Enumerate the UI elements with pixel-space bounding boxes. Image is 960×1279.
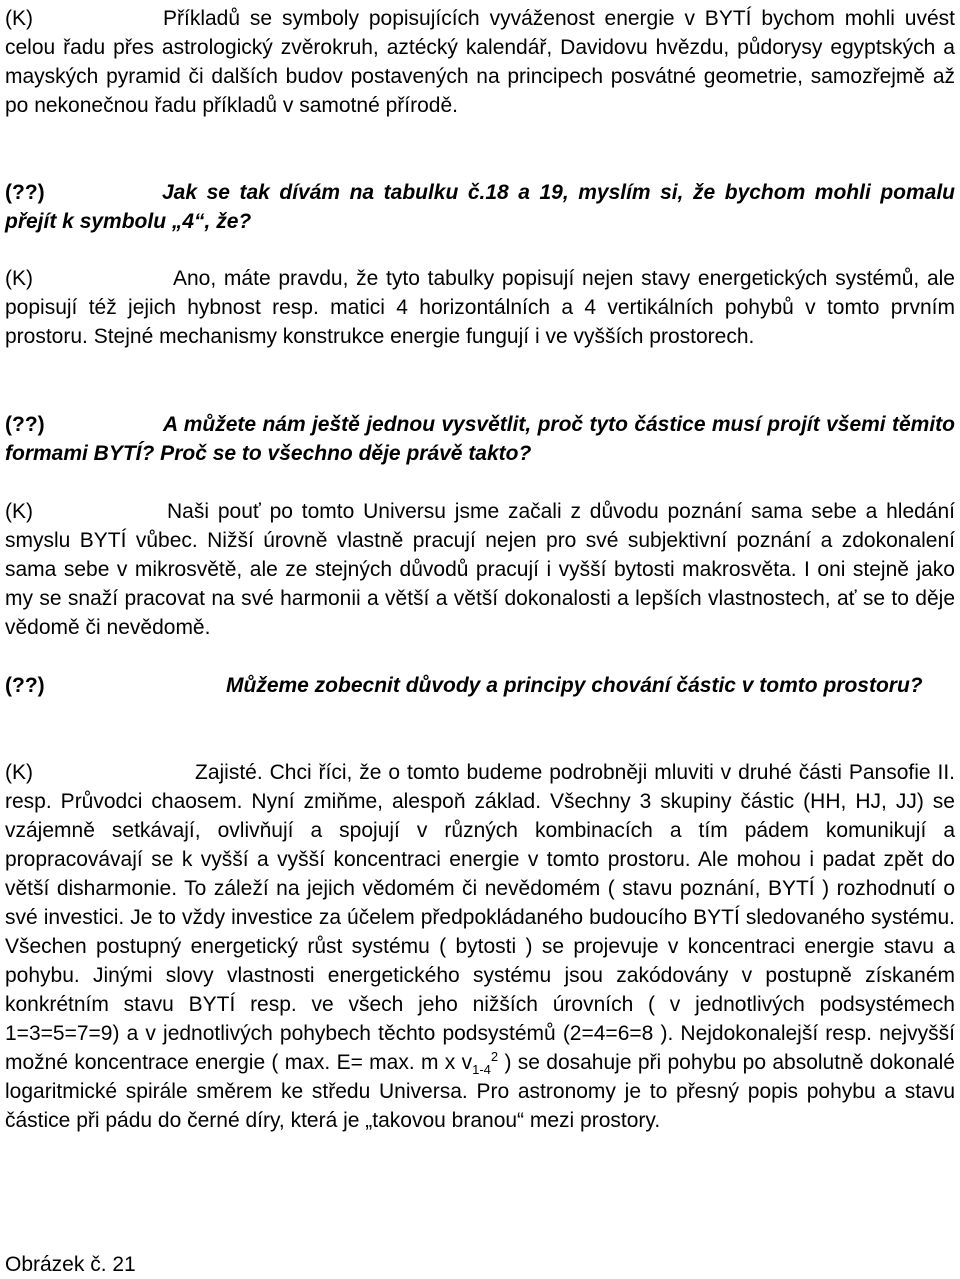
paragraph-answer-3	[5, 497, 955, 642]
paragraph-text: Příkladů se symboly popisujících vyváženost energie v BYTÍ bychom mohli uvést celou řadu přes astrologický zvěrokruh, aztécký kalendář, Davidovu hvězdu, půdorysy egyptských a mayských pyramid či dalších budov postavených na principech posvátné geometrie, samozřejmě až po nekonečnou řadu příkladů v samotné přírodě.	[5, 7, 955, 117]
paragraph-answer-2	[5, 264, 955, 351]
speaker-label: (K)	[5, 267, 33, 290]
speaker-label: (K)	[5, 761, 33, 784]
speaker-label: (K)	[5, 500, 33, 523]
paragraph-text: A můžete nám ještě jednou vysvětlit, proč tyto částice musí projít všemi těmito formami BYTÍ? Proč se to všechno děje právě takto?	[5, 413, 955, 465]
velocity-subscript: 1-4	[472, 1062, 491, 1078]
speaker-label: (??)	[5, 181, 45, 204]
paragraph-question-2	[5, 410, 955, 468]
speaker-label: (??)	[5, 413, 45, 436]
paragraph-text: Jak se tak dívám na tabulku č.18 a 19, myslím si, že bychom mohli pomalu přejít k symbolu „4“, že?	[5, 181, 955, 233]
paragraph-answer-1	[5, 4, 955, 120]
paragraph-text-end: ) se dosahuje při pohybu po absolutně dokonalé logaritmické spirále směrem ke středu Universa. Pro astronomy je to přesný popis pohybu a stavu částice při pádu do černé díry, která je „takovou branou“ mezi prostory.	[5, 1051, 955, 1132]
paragraph-text: Ano, máte pravdu, že tyto tabulky popisují nejen stavy energetických systémů, ale popisují též jejich hybnost resp. matici 4 horizontálních a 4 vertikálních pohybů v tomto prvním prostoru. Stejné mechanismy konstrukce energie fungují i ve vyšších prostorech.	[5, 267, 955, 348]
paragraph-text: Můžeme zobecnit důvody a principy chování částic v tomto prostoru?	[226, 674, 923, 697]
paragraph-answer-4	[5, 758, 955, 1135]
paragraph-text: Naši pouť po tomto Universu jsme začali z důvodu poznání sama sebe a hledání smyslu BYTÍ vůbec. Nižší úrovně vlastně pracují nejen pro své subjektivní poznání a zdokonalení sama sebe v mikrosvětě, ale ze stejných důvodů pracují i vyšší bytosti makrosvěta. I oni stejně jako my se snaží pracovat na své harmonii a větší a větší dokonalosti a lepších vlastnostech, ať se to děje vědomě či nevědomě.	[5, 500, 955, 639]
velocity-exponent: 2	[490, 1049, 499, 1064]
speaker-label: (K)	[5, 7, 33, 30]
speaker-label: (??)	[5, 674, 45, 697]
paragraph-question-3	[5, 671, 955, 700]
paragraph-question-1	[5, 178, 955, 236]
paragraph-text-start: Zajisté. Chci říci, že o tomto budeme podrobněji mluviti v druhé části Pansofie II. resp. Průvodci chaosem. Nyní zmiňme, alespoň základ. Všechny 3 skupiny částic (HH, HJ, JJ) se vzájemně setkávají, ovlivňují a spojují v různých kombinacích a tím pádem komunikují a propracovávají se k vyšší a vyšší koncentraci energie v tomto prostoru. Ale mohou i padat zpět do větší disharmonie. To záleží na jejich vědomém či nevědomém ( stavu poznání, BYTÍ ) rozhodnutí o své investici. Je to vždy investice za účelem předpokládaného budoucího BYTÍ sledovaného systému. Všechen postupný energetický růst systému ( bytosti ) se projevuje v koncentraci energie stavu a pohybu. Jinými slovy vlastnosti energetického systému jsou zakódovány v postupně získaném konkrétním stavu BYTÍ resp. ve všech jeho nižších úrovních ( v jednotlivých podsystémech 1=3=5=7=9) a v jednotlivých pohybech těchto podsystémů (2=4=6=8 ). Nejdokonalejší resp. nejvyšší možné koncentrace energie ( max. E= max. m x v	[5, 761, 955, 1074]
figure-caption: Obrázek č. 21	[5, 1253, 136, 1276]
